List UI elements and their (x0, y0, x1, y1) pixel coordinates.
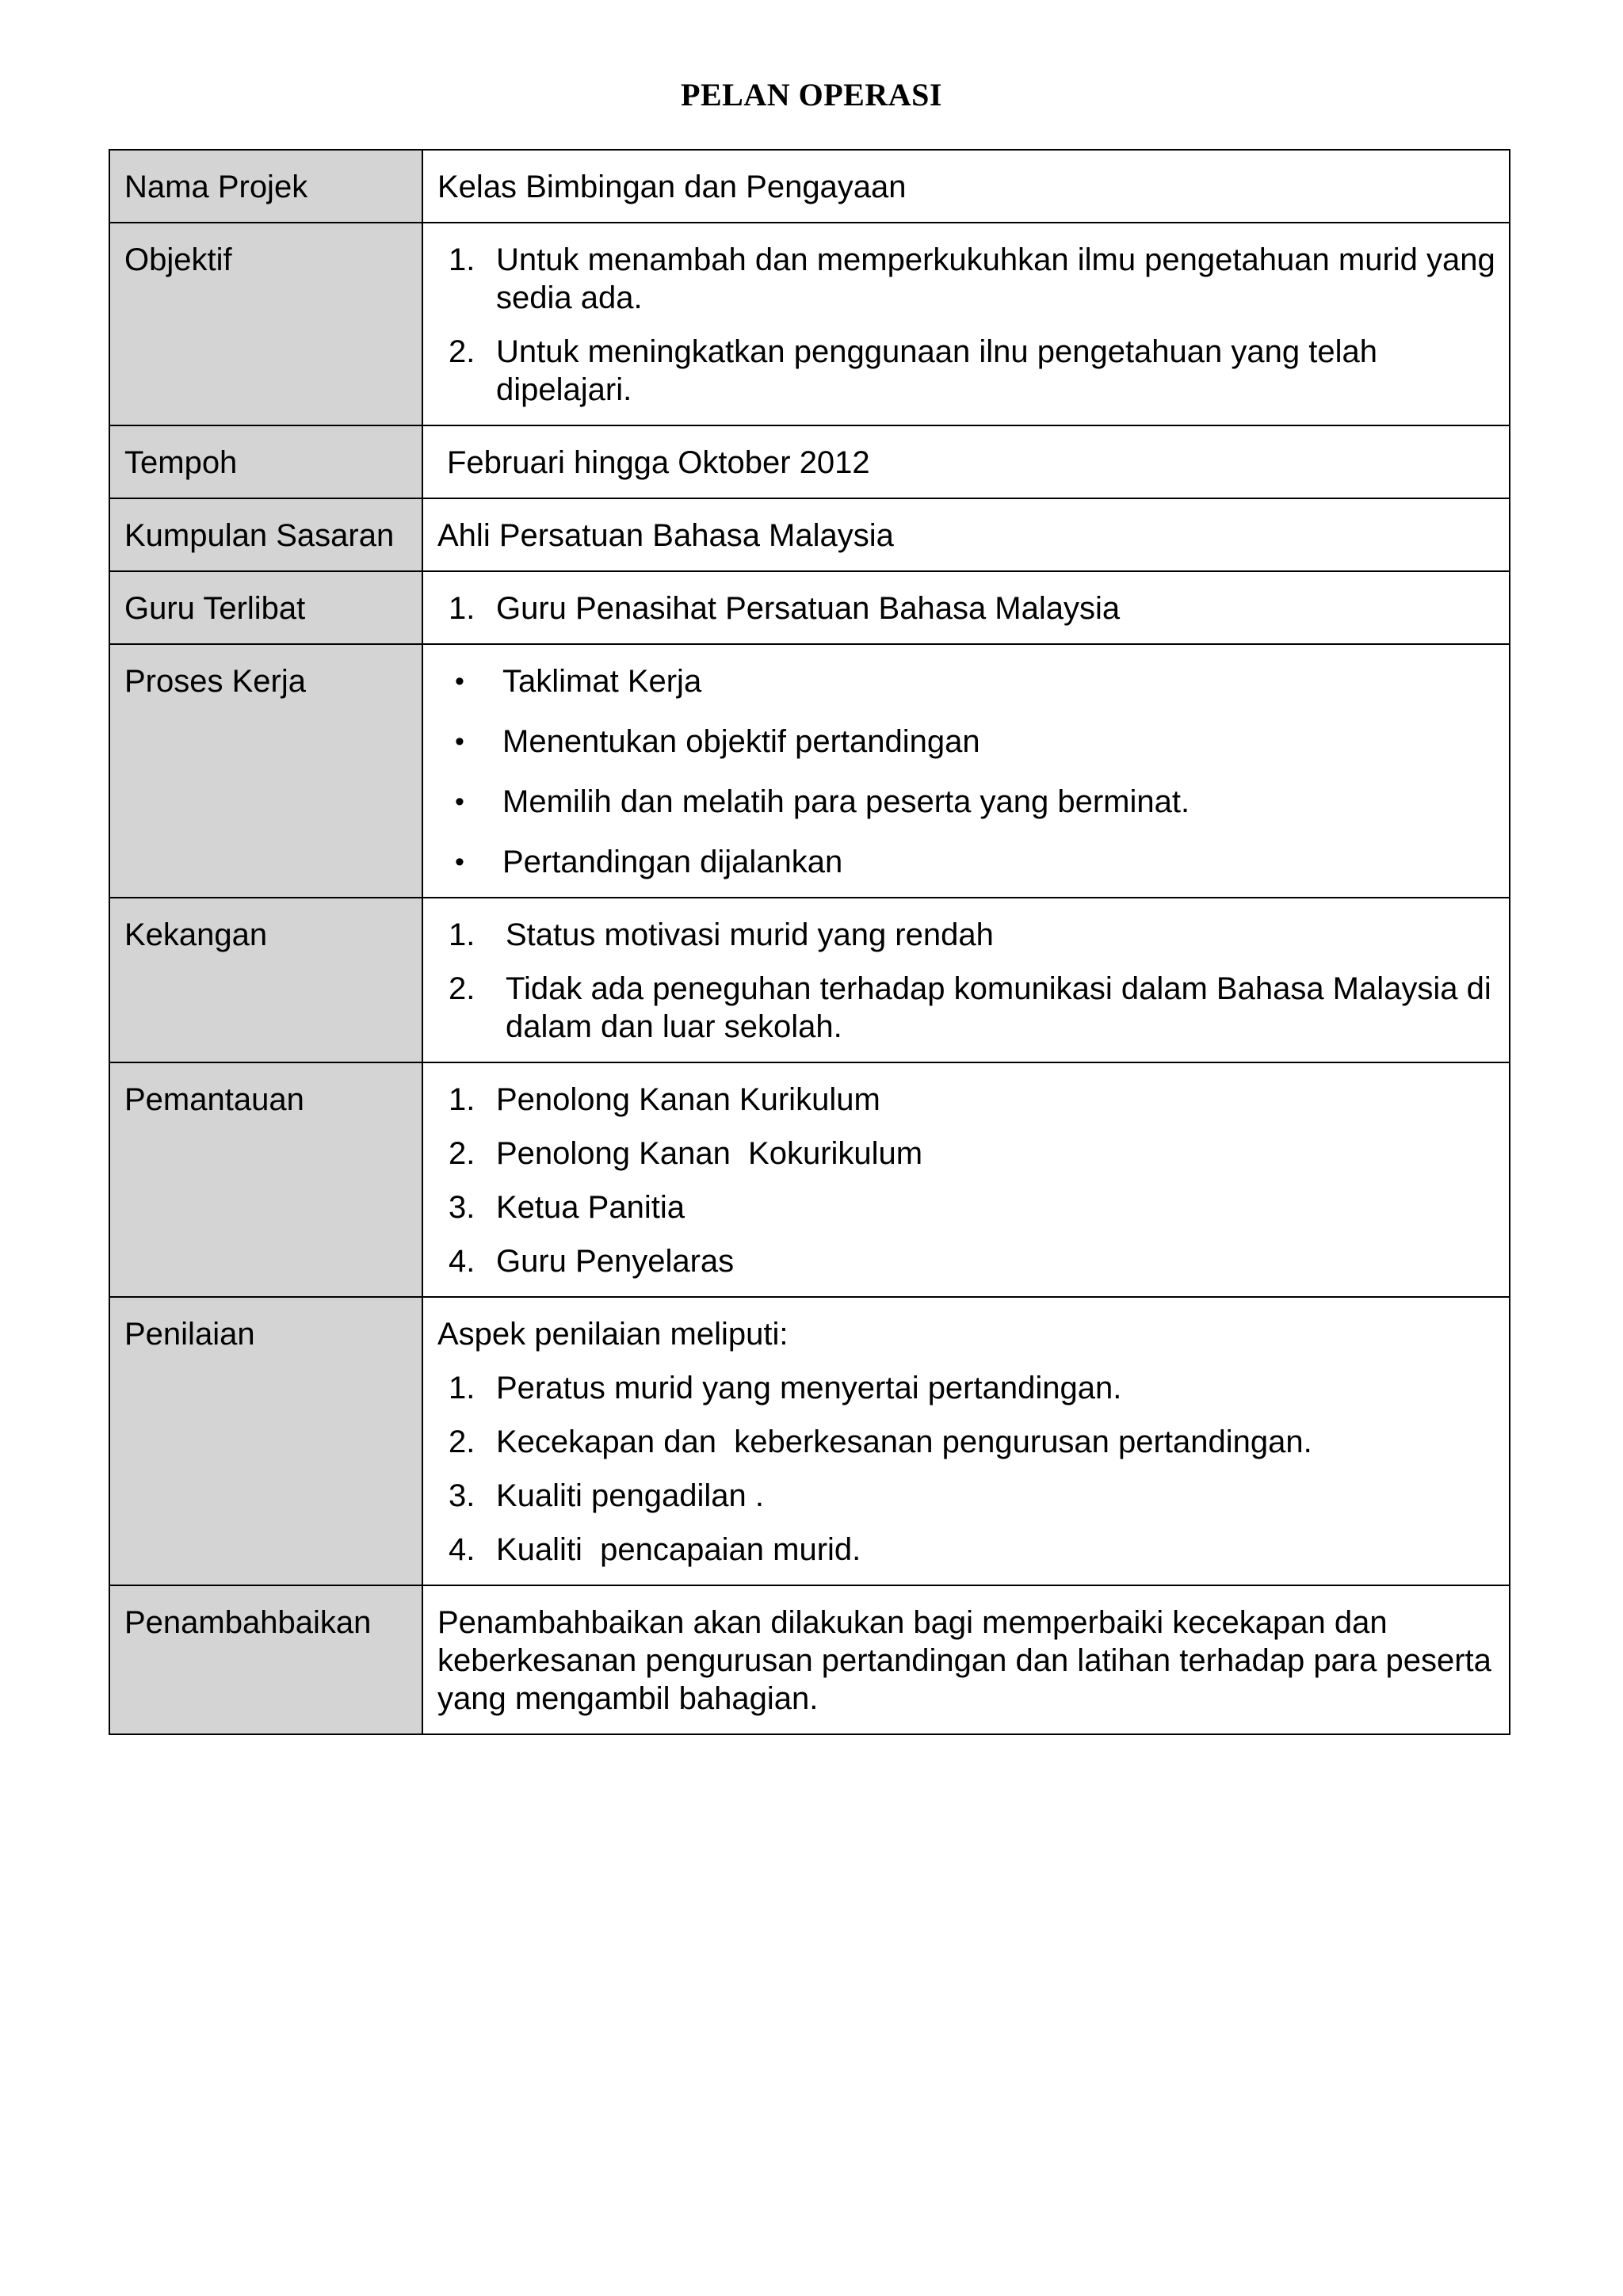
monitoring-list (437, 1081, 1496, 1280)
constraints-list (437, 916, 1496, 1046)
list-item (437, 1369, 1496, 1407)
item-text: Penolong Kanan Kurikulum (496, 1082, 880, 1117)
row-label: Pemantauan (109, 1062, 422, 1297)
work-process-list (437, 662, 1496, 881)
item-text: Kualiti pencapaian murid. (496, 1532, 861, 1567)
row-label: Penilaian (109, 1297, 422, 1585)
item-number: 2. (449, 1136, 475, 1171)
row-label: Guru Terlibat (109, 571, 422, 644)
list-item (437, 723, 1496, 761)
item-number: 3. (449, 1190, 475, 1225)
row-penilaian (109, 1297, 1510, 1585)
item-text: Untuk meningkatkan penggunaan ilnu pengetahuan yang telah dipelajari. (496, 334, 1377, 407)
project-name-value: Kelas Bimbingan dan Pengayaan (422, 150, 1510, 223)
list-item (437, 1423, 1496, 1461)
list-item (437, 241, 1496, 317)
list-item (437, 1477, 1496, 1515)
list-item (437, 662, 1496, 700)
objectives-cell (422, 223, 1510, 425)
bullet-icon: • (455, 666, 464, 696)
item-text: Kecekapan dan keberkesanan pengurusan pertandingan. (496, 1425, 1312, 1459)
row-kumpulan-sasaran (109, 498, 1510, 571)
operation-plan-table (109, 149, 1510, 1735)
row-label: Tempoh (109, 425, 422, 498)
row-label: Proses Kerja (109, 644, 422, 898)
item-number: 1. (449, 1082, 475, 1117)
item-text: Pertandingan dijalankan (502, 845, 843, 879)
row-pemantauan (109, 1062, 1510, 1297)
item-number: 4. (449, 1532, 475, 1567)
list-item (437, 333, 1496, 409)
row-kekangan (109, 898, 1510, 1062)
list-item (437, 1531, 1496, 1569)
item-number: 3. (449, 1478, 475, 1513)
item-text: Ketua Panitia (496, 1190, 685, 1225)
row-label: Penambahbaikan (109, 1585, 422, 1734)
bullet-icon: • (455, 847, 464, 877)
list-item (437, 1081, 1496, 1119)
item-text: Peratus murid yang menyertai pertandingan. (496, 1371, 1122, 1405)
item-number: 1. (449, 1371, 475, 1405)
row-objektif (109, 223, 1510, 425)
list-item (437, 970, 1496, 1046)
bullet-icon: • (455, 727, 464, 757)
item-text: Tidak ada peneguhan terhadap komunikasi dalam Bahasa Malaysia di dalam dan luar sekolah. (506, 971, 1491, 1044)
item-number: 4. (449, 1244, 475, 1279)
document-title: PELAN OPERASI (681, 77, 942, 113)
row-label: Objektif (109, 223, 422, 425)
row-penambahbaikan (109, 1585, 1510, 1734)
item-number: 1. (449, 917, 475, 952)
item-text: Kualiti pengadilan . (496, 1478, 765, 1513)
duration-value: Februari hingga Oktober 2012 (447, 445, 870, 480)
list-item (437, 1135, 1496, 1173)
list-item (437, 1188, 1496, 1226)
item-number: 2. (449, 971, 475, 1006)
item-text: Untuk menambah dan memperkukuhkan ilmu pengetahuan murid yang sedia ada. (496, 242, 1495, 315)
teachers-list (437, 589, 1496, 627)
item-text: Guru Penyelaras (496, 1244, 735, 1279)
row-label: Kumpulan Sasaran (109, 498, 422, 571)
list-item (437, 843, 1496, 881)
row-label: Kekangan (109, 898, 422, 1062)
item-number: 1. (449, 242, 475, 277)
evaluation-list (437, 1369, 1496, 1569)
item-text: Memilih dan melatih para peserta yang berminat. (502, 784, 1190, 819)
bullet-icon: • (455, 787, 464, 817)
item-number: 2. (449, 334, 475, 369)
row-label: Nama Projek (109, 150, 422, 223)
list-item (437, 1242, 1496, 1280)
row-tempoh (109, 425, 1510, 498)
item-text: Taklimat Kerja (502, 664, 702, 699)
row-guru-terlibat (109, 571, 1510, 644)
list-item (437, 916, 1496, 954)
improvement-value: Penambahbaikan akan dilakukan bagi memperbaiki kecekapan dan keberkesanan pengurusan pertandingan dan latihan terhadap para peserta yang mengambil bahagian. (422, 1585, 1510, 1734)
item-number: 2. (449, 1425, 475, 1459)
list-item (437, 783, 1496, 821)
row-proses-kerja (109, 644, 1510, 898)
list-item (437, 589, 1496, 627)
target-group-value: Ahli Persatuan Bahasa Malaysia (422, 498, 1510, 571)
item-text: Status motivasi murid yang rendah (506, 917, 994, 952)
objectives-list (437, 241, 1496, 409)
item-text: Penolong Kanan Kokurikulum (496, 1136, 923, 1171)
row-nama-projek (109, 150, 1510, 223)
item-text: Guru Penasihat Persatuan Bahasa Malaysia (496, 591, 1121, 626)
item-number: 1. (449, 591, 475, 626)
evaluation-intro: Aspek penilaian meliputi: (437, 1317, 789, 1352)
item-text: Menentukan objektif pertandingan (502, 724, 980, 759)
